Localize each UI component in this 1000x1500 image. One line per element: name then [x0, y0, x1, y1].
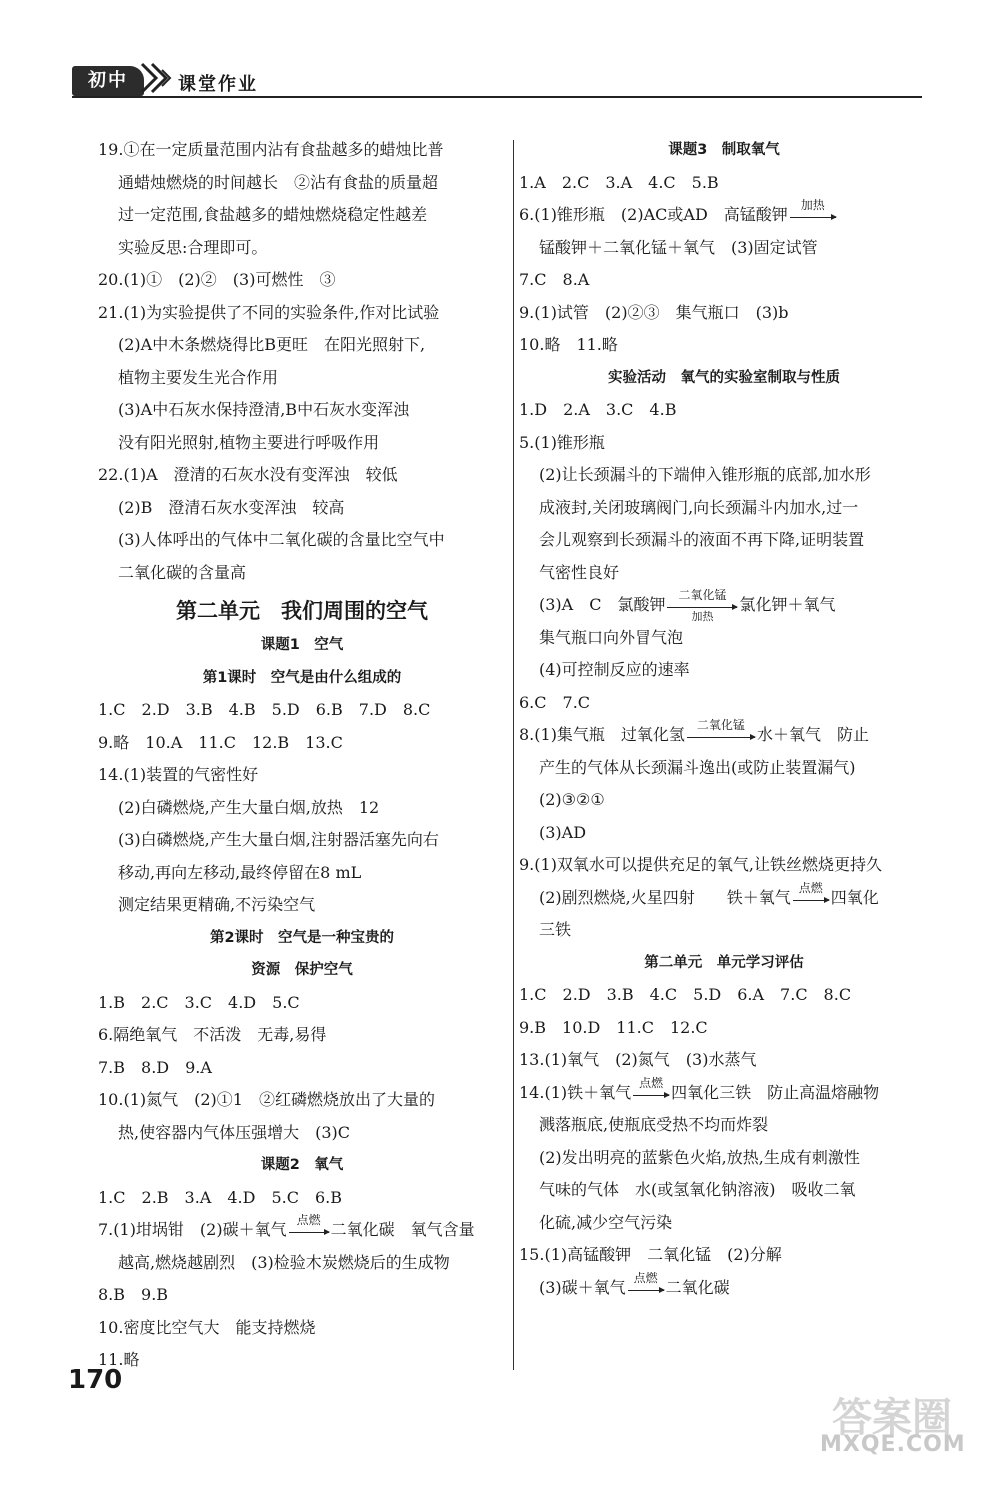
answer-line: 9.略 10.A 11.C 12.B 13.C	[98, 732, 343, 752]
answer-line: 19.①在一定质量范围内沾有食盐越多的蜡烛比普	[98, 140, 444, 159]
answer-line: 化硫,减少空气污染	[539, 1212, 673, 1232]
answer-line: (2)让长颈漏斗的下端伸入锥形瓶的底部,加水形	[539, 465, 871, 484]
answer-line: 1.C 2.D 3.B 4.C 5.D 6.A 7.C 8.C	[519, 985, 852, 1004]
answer-line: (2)A中木条燃烧得比B更旺 在阳光照射下,	[118, 335, 426, 354]
answer-line: 二氧化碳的含量高	[118, 562, 247, 582]
answer-line: (2)发出明亮的蓝紫色火焰,放热,生成有刺激性	[539, 1147, 860, 1167]
answer-line: 热,使容器内气体压强增大 (3)C	[118, 1122, 350, 1142]
answer-line: (3)白磷燃烧,产生大量白烟,注射器活塞先向右	[118, 830, 439, 849]
answer-line: 越高,燃烧越剧烈 (3)检验木炭燃烧后的生成物	[118, 1252, 450, 1272]
answer-line: 产生的气体从长颈漏斗逸出(或防止装置漏气)	[539, 757, 856, 777]
left-column	[98, 134, 506, 1377]
answer-line: 1.D 2.A 3.C 4.B	[519, 400, 677, 419]
answer-line: 7.B 8.D 9.A	[98, 1057, 212, 1077]
answer-line: 移动,再向左移动,最终停留在8 mL	[118, 862, 362, 882]
reaction-arrow	[793, 880, 829, 899]
reaction-condition: 点燃	[798, 880, 823, 895]
answer-line: 1.C 2.B 3.A 4.D 5.C 6.B	[98, 1187, 342, 1207]
topic-heading: 第二单元 单元学习评估	[644, 954, 804, 971]
answer-line: 测定结果更精确,不污染空气	[118, 895, 316, 914]
answer-line	[98, 1214, 506, 1247]
answer-line: 10.(1)氮气 (2)①1 ②红磷燃烧放出了大量的	[98, 1090, 435, 1109]
watermark-logo: 答案圈	[832, 1395, 952, 1441]
topic-heading: 课题3 制取氧气	[668, 142, 780, 158]
answer-text: 四氧化三铁 防止高温熔融物	[671, 1082, 880, 1102]
answer-line	[519, 882, 929, 915]
answer-text: 7.(1)坩埚钳 (2)碳＋氧气	[98, 1220, 287, 1239]
lesson-heading: 第2课时 空气是一种宝贵的	[209, 929, 395, 946]
page-number: 170	[68, 1365, 123, 1395]
answer-line: 1.A 2.C 3.A 4.C 5.B	[519, 172, 719, 192]
answer-text: (3)A C 氯酸钾	[539, 595, 666, 614]
topic-heading: 实验活动 氧气的实验室制取与性质	[608, 369, 840, 386]
answer-line: 9.(1)双氧水可以提供充足的氧气,让铁丝燃烧更持久	[519, 855, 883, 874]
answer-line: 9.(1)试管 (2)②③ 集气瓶口 (3)b	[519, 302, 789, 322]
reaction-condition: 二氧化锰	[696, 718, 745, 732]
answer-text: 氯化钾＋氧气	[739, 595, 836, 614]
answer-line: 15.(1)高锰酸钾 二氧化锰 (2)分解	[519, 1245, 782, 1264]
topic-heading: 课题1 空气	[260, 637, 344, 653]
reaction-arrow	[687, 718, 755, 736]
answer-text: (2)剧烈燃烧,火星四射 铁＋氧气	[539, 887, 791, 907]
answer-line: 9.B 10.D 11.C 12.C	[519, 1017, 708, 1037]
answer-line: 5.(1)锥形瓶	[519, 432, 605, 452]
watermark-url: MXQE.COM	[820, 1432, 966, 1457]
answer-text: 二氧化碳	[665, 1277, 730, 1297]
answer-line: 集气瓶口向外冒气泡	[539, 627, 684, 647]
answer-line: (2)③②①	[539, 790, 605, 809]
answer-line	[519, 1077, 929, 1110]
right-column	[519, 134, 929, 1304]
reaction-condition: 点燃	[633, 1270, 658, 1285]
header-rule	[72, 96, 922, 98]
answer-line: 通蜡烛燃烧的时间越长 ②沾有食盐的质量超	[118, 172, 439, 192]
answer-text: 水＋氧气 防止	[756, 725, 869, 744]
grade-badge: 初中	[72, 66, 144, 96]
answer-line: 7.C 8.A	[519, 270, 590, 289]
answer-text: 8.(1)集气瓶 过氧化氢	[519, 725, 685, 744]
answer-line: 22.(1)A 澄清的石灰水没有变浑浊 较低	[98, 465, 398, 484]
answer-line: 成液封,关闭玻璃阀门,向长颈漏斗内加水,过一	[539, 497, 859, 517]
lesson-heading: 资源 保护空气	[251, 962, 353, 978]
answer-line: 实验反思:合理即可。	[118, 237, 268, 257]
answer-line: 气密性良好	[539, 562, 620, 582]
answer-text: 二氧化碳 氧气含量	[330, 1220, 475, 1239]
answer-line: (2)B 澄清石灰水变浑浊 较高	[118, 497, 345, 517]
answer-line: 6.C 7.C	[519, 692, 591, 712]
reaction-arrow	[289, 1213, 329, 1231]
answer-line: 会儿观察到长颈漏斗的液面不再下降,证明装置	[539, 530, 865, 549]
answer-line	[519, 589, 929, 622]
topic-heading: 课题2 氧气	[260, 1157, 344, 1173]
answer-line: 6.隔绝氧气 不活泼 无毒,易得	[98, 1025, 327, 1044]
reaction-condition: 点燃	[639, 1075, 664, 1090]
unit-heading: 第二单元 我们周围的空气	[176, 599, 428, 623]
reaction-arrow	[790, 198, 836, 216]
answer-line: 过一定范围,食盐越多的蜡烛燃烧稳定性越差	[118, 205, 428, 224]
answer-line: 13.(1)氧气 (2)氮气 (3)水蒸气	[519, 1050, 757, 1069]
answer-line: 1.C 2.D 3.B 4.B 5.D 6.B 7.D 8.C	[98, 700, 431, 719]
answer-line: 10.略 11.略	[519, 335, 618, 354]
answer-line: 20.(1)① (2)② (3)可燃性 ③	[98, 270, 336, 289]
answer-line: 锰酸钾＋二氧化锰＋氧气 (3)固定试管	[539, 237, 818, 257]
answer-line	[519, 199, 929, 232]
reaction-condition: 加热	[800, 198, 825, 212]
reaction-condition: 二氧化锰	[678, 588, 727, 602]
answer-line: (3)A中石灰水保持澄清,B中石灰水变浑浊	[118, 400, 410, 419]
answer-text: 四氧化	[830, 887, 879, 907]
column-divider	[513, 140, 514, 1370]
answer-line: 8.B 9.B	[98, 1285, 169, 1304]
reaction-arrow	[628, 1270, 664, 1289]
reaction-arrow	[667, 588, 737, 623]
answer-line: 10.密度比空气大 能支持燃烧	[98, 1317, 316, 1337]
answer-line: 植物主要发生光合作用	[118, 367, 279, 387]
answer-line	[519, 1272, 929, 1305]
reaction-condition: 加热	[691, 610, 714, 623]
answer-line: (3)人体呼出的气体中二氧化碳的含量比空气中	[118, 530, 445, 549]
lesson-heading: 第1课时 空气是由什么组成的	[202, 669, 402, 686]
answer-line: 11.略	[98, 1350, 140, 1369]
answer-line: (3)AD	[539, 822, 587, 842]
answer-line: 没有阳光照射,植物主要进行呼吸作用	[118, 432, 380, 452]
answer-line: 溅落瓶底,使瓶底受热不均而炸裂	[539, 1115, 769, 1134]
reaction-arrow	[633, 1075, 669, 1094]
answer-line: 14.(1)装置的气密性好	[98, 765, 259, 784]
answer-line: 21.(1)为实验提供了不同的实验条件,作对比试验	[98, 302, 440, 322]
answer-line: 三铁	[539, 920, 572, 939]
answer-line: (4)可控制反应的速率	[539, 660, 690, 679]
answer-text: 6.(1)锥形瓶 (2)AC或AD 高锰酸钾	[519, 205, 788, 224]
answer-line: (2)白磷燃烧,产生大量白烟,放热 12	[118, 797, 380, 817]
reaction-condition: 点燃	[296, 1213, 321, 1227]
answer-line: 1.B 2.C 3.C 4.D 5.C	[98, 992, 300, 1012]
answer-line: 气味的气体 水(或氢氧化钠溶液) 吸收二氧	[539, 1180, 856, 1199]
answer-line	[519, 719, 929, 752]
answer-text: 14.(1)铁＋氧气	[519, 1082, 632, 1102]
answer-text: (3)碳＋氧气	[539, 1277, 626, 1297]
chevron-icon	[138, 60, 178, 96]
book-title: 课堂作业	[178, 74, 258, 95]
